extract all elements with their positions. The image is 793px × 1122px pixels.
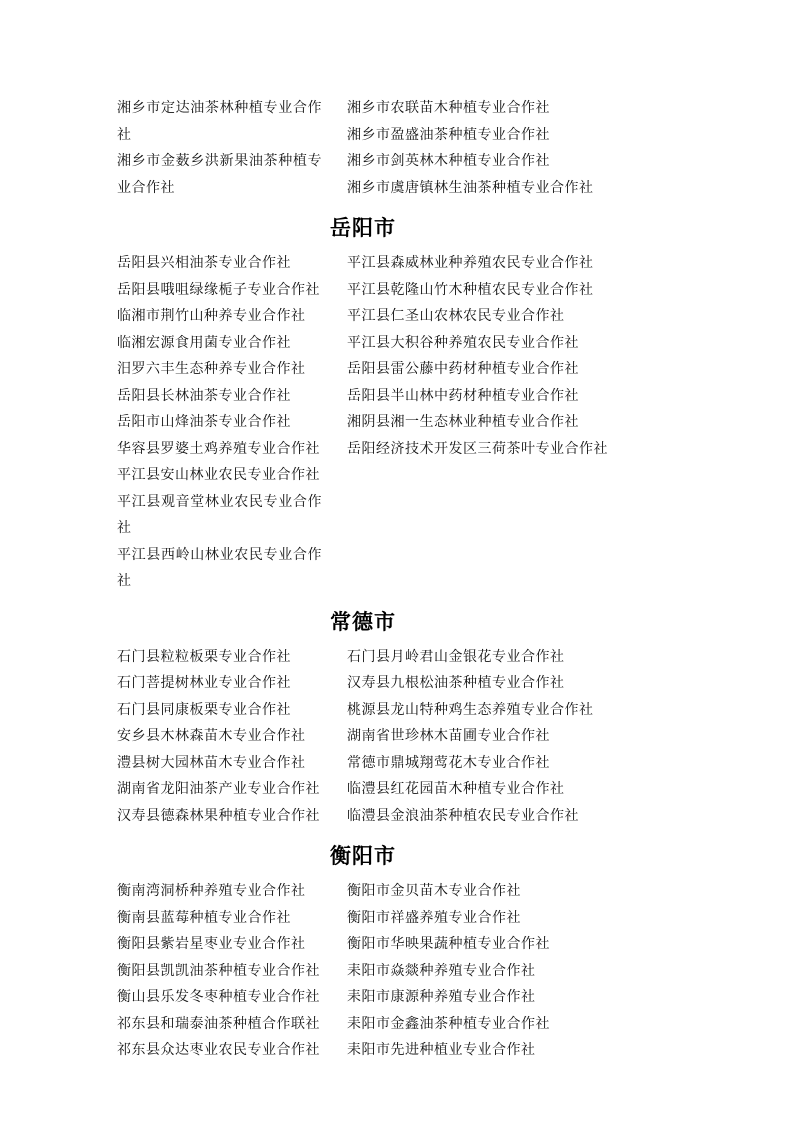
- right-column: [347, 645, 647, 831]
- list-item: 岳阳市山烽油茶专业合作社: [117, 415, 291, 430]
- section-columns: [117, 251, 793, 596]
- list-item: 耒阳市金鑫油茶种植专业合作社: [347, 1016, 550, 1032]
- list-item: 祁东县和瑞泰油茶种植合作联社: [117, 1016, 320, 1032]
- list-item: 湘乡市虞唐镇林生油茶种植专业合作社: [347, 180, 594, 196]
- left-column: [117, 96, 322, 202]
- list-item: 衡阳市祥盛养殖专业合作社: [347, 910, 521, 926]
- list-item: 湘乡市剑英林木种植专业合作社: [347, 154, 550, 169]
- list-item: 临湘市荆竹山种养专业合作社: [117, 309, 306, 324]
- list-item: 耒阳市焱燚种养殖专业合作社: [347, 963, 536, 979]
- list-item: 湘乡市盈盛油茶种植专业合作社: [347, 127, 550, 143]
- list-item: 湘阴县湘一生态林业种植专业合作社: [347, 415, 579, 430]
- list-item: 桃源县龙山特种鸡生态养殖专业合作社: [347, 702, 594, 718]
- list-item: 岳阳经济技术开发区三荷茶叶专业合作社: [347, 441, 608, 457]
- list-item: 石门县月岭君山金银花专业合作社: [347, 649, 565, 665]
- left-column: [117, 645, 322, 831]
- list-item: 汉寿县德森林果种植专业合作社: [117, 808, 320, 824]
- list-item: 平江县乾隆山竹木种植农民专业合作社: [347, 282, 594, 298]
- list-item: 平江县大积谷种养殖农民专业合作社: [347, 335, 579, 351]
- list-item: 衡阳县紫岩星枣业专业合作社: [117, 937, 306, 952]
- list-item: 岳阳县雷公藤中药材种植专业合作社: [347, 362, 579, 377]
- list-item: 石门县粒粒板栗专业合作社: [117, 649, 291, 665]
- list-item: 岳阳县长林油茶专业合作社: [117, 388, 291, 404]
- list-item: 澧县树大园林苗木专业合作社: [117, 755, 306, 771]
- list-item: 湘乡市定达油茶林种植专业合作社: [117, 101, 322, 143]
- list-item: 衡南县蓝莓种植专业合作社: [117, 910, 291, 926]
- list-item: 岳阳县兴相油茶专业合作社: [117, 256, 291, 271]
- city-heading: 岳阳市: [330, 216, 396, 240]
- list-item: 临湘宏源食用菌专业合作社: [117, 335, 291, 351]
- list-item: 石门菩提树林业专业合作社: [117, 676, 291, 691]
- right-column: [347, 96, 647, 202]
- section-columns: [117, 96, 793, 202]
- list-item: 衡阳县凯凯油茶种植专业合作社: [117, 963, 320, 979]
- list-item: 耒阳市先进种植业专业合作社: [347, 1043, 536, 1058]
- list-item: 平江县观音堂林业农民专业合作社: [117, 494, 322, 536]
- list-item: 湖南省世珍林木苗圃专业合作社: [347, 729, 550, 744]
- list-item: 衡山县乐发冬枣种植专业合作社: [117, 990, 320, 1005]
- list-item: 岳阳县半山林中药材种植专业合作社: [347, 388, 579, 404]
- list-item: 湖南省龙阳油茶产业专业合作社: [117, 782, 320, 797]
- section-columns: [117, 645, 793, 831]
- list-item: 平江县安山林业农民专业合作社: [117, 468, 320, 483]
- list-item: 衡南湾洞桥种养殖专业合作社: [117, 884, 306, 899]
- list-item: 耒阳市康源种养殖专业合作社: [347, 990, 536, 1005]
- list-item: 临澧县金浪油茶种植农民专业合作社: [347, 808, 579, 824]
- list-item: 湘乡市金薮乡洪新果油茶种植专业合作社: [117, 154, 322, 196]
- city-heading: 衡阳市: [330, 844, 396, 868]
- list-item: 衡阳市金贝苗木专业合作社: [347, 884, 521, 899]
- right-column: [347, 879, 647, 1065]
- list-item: 衡阳市华映果蔬种植专业合作社: [347, 937, 550, 952]
- list-item: 湘乡市农联苗木种植专业合作社: [347, 101, 550, 116]
- list-item: 安乡县木林森苗木专业合作社: [117, 729, 306, 744]
- list-item: 平江县西岭山林业农民专业合作社: [117, 547, 322, 589]
- city-heading: 常德市: [330, 609, 396, 634]
- left-column: [117, 251, 322, 596]
- list-item: 华容县罗婆土鸡养殖专业合作社: [117, 441, 320, 457]
- list-item: 临澧县红花园苗木种植专业合作社: [347, 782, 565, 797]
- list-item: 常德市鼎城翔莺花木专业合作社: [347, 755, 550, 771]
- section-columns: [117, 879, 793, 1065]
- list-item: 汉寿县九根松油茶种植专业合作社: [347, 676, 565, 691]
- list-item: 汨罗六丰生态种养专业合作社: [117, 362, 306, 377]
- list-item: 岳阳县哦咀绿缘栀子专业合作社: [117, 282, 320, 298]
- left-column: [117, 879, 322, 1065]
- list-item: 石门县同康板栗专业合作社: [117, 702, 291, 718]
- list-item: 祁东县众达枣业农民专业合作社: [117, 1043, 320, 1058]
- right-column: [347, 251, 647, 463]
- list-item: 平江县仁圣山农林农民专业合作社: [347, 309, 565, 324]
- list-item: 平江县森威林业种养殖农民专业合作社: [347, 256, 594, 271]
